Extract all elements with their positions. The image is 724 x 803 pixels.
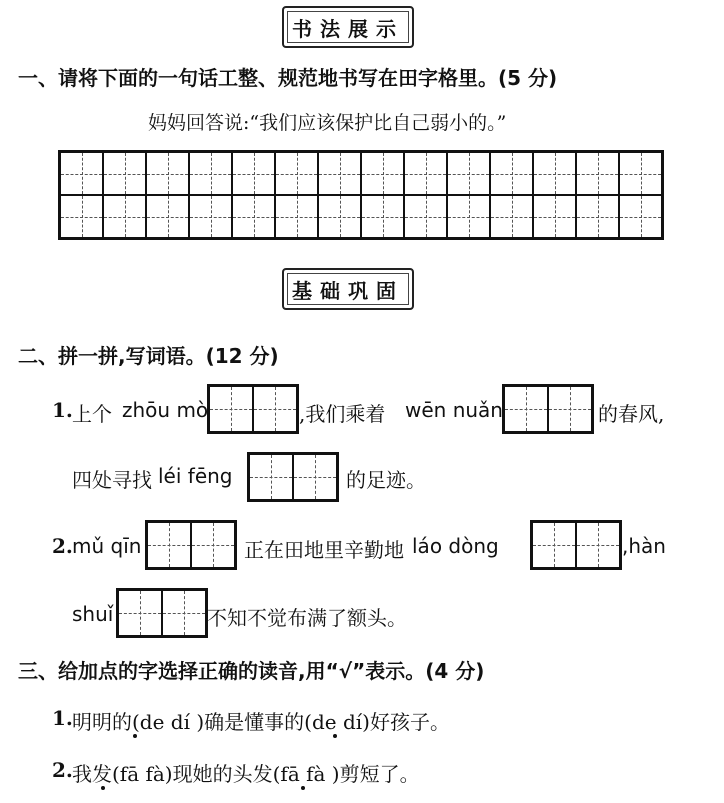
answer-cell[interactable] xyxy=(162,590,206,636)
grid-cell[interactable] xyxy=(275,152,318,195)
item-2-number: 2. xyxy=(52,534,73,558)
answer-cell[interactable] xyxy=(147,522,191,568)
item-2-text-c: 不知不觉布满了额头。 xyxy=(207,606,407,630)
sentence-2-number: 2. xyxy=(52,758,73,782)
grid-cell[interactable] xyxy=(318,152,361,195)
item-2-text-a: 正在田地里辛勤地 xyxy=(244,538,404,562)
sentence-1-text: 明明的(de dí )确是懂事的(de dí)好孩子。 xyxy=(72,710,450,734)
grid-cell[interactable] xyxy=(146,152,189,195)
item-1-text-d: 四处寻找 xyxy=(72,468,152,492)
pinyin-laodong: láo dòng xyxy=(412,534,499,558)
grid-cell[interactable] xyxy=(619,195,662,238)
grid-cell[interactable] xyxy=(619,152,662,195)
item-1-text-c: 的春风, xyxy=(598,402,665,426)
item-1-text-a: 上个 xyxy=(72,402,112,426)
answer-box-zhoumo[interactable] xyxy=(207,384,299,434)
item-1-number: 1. xyxy=(52,398,73,422)
grid-cell[interactable] xyxy=(232,195,275,238)
grid-cell[interactable] xyxy=(447,152,490,195)
answer-cell[interactable] xyxy=(209,386,253,432)
grid-cell[interactable] xyxy=(275,195,318,238)
answer-cell[interactable] xyxy=(548,386,592,432)
answer-cell[interactable] xyxy=(253,386,297,432)
grid-cell[interactable] xyxy=(189,152,232,195)
emphasis-dot xyxy=(133,734,137,738)
pinyin-zhoumo: zhōu mò xyxy=(122,398,209,422)
emphasis-dot xyxy=(101,786,105,790)
emphasis-dot xyxy=(301,786,305,790)
grid-cell[interactable] xyxy=(490,195,533,238)
answer-box-muqin[interactable] xyxy=(145,520,237,570)
grid-cell[interactable] xyxy=(60,152,103,195)
grid-cell[interactable] xyxy=(361,152,404,195)
grid-cell[interactable] xyxy=(490,152,533,195)
grid-cell[interactable] xyxy=(533,195,576,238)
grid-cell[interactable] xyxy=(576,195,619,238)
answer-cell[interactable] xyxy=(532,522,576,568)
model-sentence: 妈妈回答说:“我们应该保护比自己弱小的。” xyxy=(148,112,507,134)
section-banner-basics xyxy=(282,268,414,310)
grid-cell[interactable] xyxy=(533,152,576,195)
grid-row-1 xyxy=(60,152,662,195)
banner-title: 书法展示 xyxy=(292,16,404,41)
grid-cell[interactable] xyxy=(447,195,490,238)
question-1-heading: 一、请将下面的一句话工整、规范地书写在田字格里。(5 分) xyxy=(18,66,558,90)
pinyin-leifeng: léi fēng xyxy=(158,464,233,488)
pinyin-wennuan: wēn nuǎn xyxy=(405,398,503,422)
grid-cell[interactable] xyxy=(318,195,361,238)
answer-cell[interactable] xyxy=(293,454,337,500)
grid-cell[interactable] xyxy=(189,195,232,238)
answer-box-laodong[interactable] xyxy=(530,520,622,570)
section-banner-calligraphy xyxy=(282,6,414,48)
answer-cell[interactable] xyxy=(576,522,620,568)
grid-cell[interactable] xyxy=(60,195,103,238)
grid-cell[interactable] xyxy=(232,152,275,195)
item-1-text-e: 的足迹。 xyxy=(346,468,426,492)
answer-cell[interactable] xyxy=(191,522,235,568)
answer-cell[interactable] xyxy=(249,454,293,500)
answer-cell[interactable] xyxy=(118,590,162,636)
item-1-text-b: ,我们乘着 xyxy=(299,402,386,426)
pinyin-muqin: mǔ qīn xyxy=(72,534,142,558)
sentence-1-number: 1. xyxy=(52,706,73,730)
grid-cell[interactable] xyxy=(361,195,404,238)
grid-cell[interactable] xyxy=(404,152,447,195)
answer-box-wennuan[interactable] xyxy=(502,384,594,434)
grid-cell[interactable] xyxy=(576,152,619,195)
banner-title: 基础巩固 xyxy=(292,278,404,303)
emphasis-dot xyxy=(333,734,337,738)
sentence-2-text: 我发(fā fà)现她的头发(fā fà )剪短了。 xyxy=(72,762,420,786)
tianzige-grid[interactable] xyxy=(58,150,664,240)
grid-cell[interactable] xyxy=(103,152,146,195)
item-2-text-b: ,hàn xyxy=(622,534,666,558)
grid-cell[interactable] xyxy=(146,195,189,238)
pinyin-shui: shuǐ xyxy=(72,602,114,626)
question-2-heading: 二、拼一拼,写词语。(12 分) xyxy=(18,344,279,368)
grid-row-2 xyxy=(60,195,662,238)
answer-cell[interactable] xyxy=(504,386,548,432)
grid-cell[interactable] xyxy=(404,195,447,238)
question-3-heading: 三、给加点的字选择正确的读音,用“√”表示。(4 分) xyxy=(18,659,485,683)
answer-box-leifeng[interactable] xyxy=(247,452,339,502)
answer-box-hanshui[interactable] xyxy=(116,588,208,638)
grid-cell[interactable] xyxy=(103,195,146,238)
